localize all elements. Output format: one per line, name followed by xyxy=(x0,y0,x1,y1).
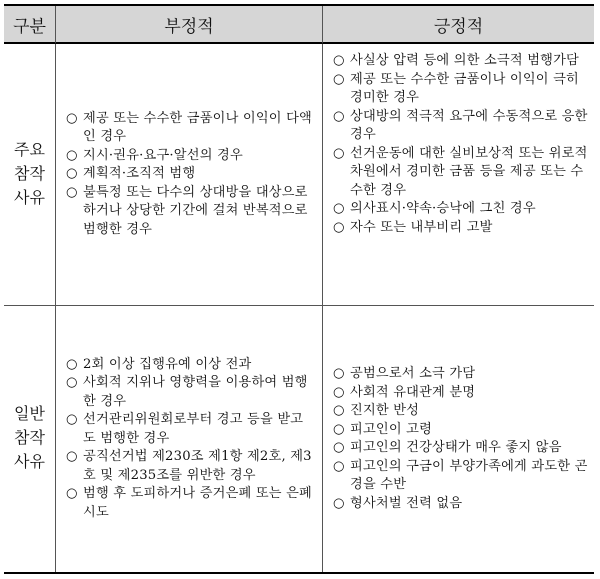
list-item: ○ 계획적·조직적 범행 xyxy=(66,165,316,184)
bullet-circle-icon: ○ xyxy=(333,219,345,235)
bullet-circle-icon: ○ xyxy=(333,366,345,381)
list-item: ○ 선거관리위원회로부터 경고 등을 받고도 범행한 경우 xyxy=(66,412,304,446)
bullet-circle-icon: ○ xyxy=(333,145,345,161)
major-negative-list xyxy=(66,110,316,240)
bullet-circle-icon: ○ xyxy=(333,440,345,455)
bullet-circle-icon: ○ xyxy=(66,375,78,391)
bullet-circle-icon: ○ xyxy=(66,356,78,372)
general-positive-cell xyxy=(323,306,594,572)
list-item: ○ 자수 또는 내부비리 고발 xyxy=(333,219,588,238)
list-item: ○ 지시·권유·요구·알선의 경우 xyxy=(66,147,316,166)
bullet-circle-icon: ○ xyxy=(66,184,78,200)
list-item: ○ 제공 또는 수수한 금품이나 이익이 극히 경미한 경우 xyxy=(333,71,579,105)
bullet-circle-icon: ○ xyxy=(66,486,78,502)
bullet-circle-icon: ○ xyxy=(66,166,78,182)
bullet-circle-icon: ○ xyxy=(333,495,345,511)
row-label-line: 사유 xyxy=(14,454,45,471)
general-negative-cell xyxy=(56,306,323,572)
list-item: ○ 진지한 반성 xyxy=(333,402,588,421)
list-item: ○ 공직선거법 제230조 제1항 제2호, 제3호 및 제235조를 위반한 경우 xyxy=(66,449,312,483)
general-positive-list xyxy=(333,365,588,513)
bullet-circle-icon: ○ xyxy=(333,201,345,216)
list-item: ○ 사실상 압력 등에 의한 소극적 범행가담 xyxy=(333,52,588,71)
row-label-line: 사유 xyxy=(14,189,45,207)
row-label-general xyxy=(4,306,56,572)
bullet-circle-icon: ○ xyxy=(333,421,345,437)
bullet-circle-icon: ○ xyxy=(333,458,345,474)
list-item: ○ 피고인이 고령 xyxy=(333,421,588,440)
row-label-line: 참작 xyxy=(14,430,45,447)
bullet-circle-icon: ○ xyxy=(333,108,345,124)
row-label-major xyxy=(4,44,56,306)
row-label-line: 일반 xyxy=(14,406,45,423)
major-positive-list xyxy=(333,52,588,237)
list-item: ○ 불특정 또는 다수의 상대방을 대상으로 하거나 상당한 기간에 걸쳐 반복적으로 범행한 경우 xyxy=(66,184,308,237)
list-item: ○ 피고인의 구금이 부양가족에게 과도한 곤경을 수반 xyxy=(333,458,588,492)
bullet-circle-icon: ○ xyxy=(66,147,78,163)
general-negative-list xyxy=(66,356,316,523)
list-item: ○ 사회적 유대관계 분명 xyxy=(333,384,588,403)
bullet-circle-icon: ○ xyxy=(333,384,345,400)
list-item: ○ 2회 이상 집행유예 이상 전과 xyxy=(66,356,316,375)
general-factors-row xyxy=(4,306,594,572)
list-item: ○ 제공 또는 수수한 금품이나 이익이 다액인 경우 xyxy=(66,110,312,145)
header-positive: 긍정적 xyxy=(323,6,594,44)
bullet-circle-icon: ○ xyxy=(333,403,345,418)
list-item: ○ 상대방의 적극적 요구에 수동적으로 응한 경우 xyxy=(333,108,588,142)
bullet-circle-icon: ○ xyxy=(66,449,78,465)
bullet-circle-icon: ○ xyxy=(66,110,78,126)
list-item: ○ 선거운동에 대한 실비보상적 또는 위로적 차원에서 경미한 금품 등을 제공 또는 수수한 경우 xyxy=(333,145,588,198)
bullet-circle-icon: ○ xyxy=(333,53,345,68)
row-label-line: 주요 xyxy=(14,141,45,159)
list-item: ○ 피고인의 건강상태가 매우 좋지 않음 xyxy=(333,439,588,458)
list-item: ○ 공범으로서 소극 가담 xyxy=(333,365,588,384)
bullet-circle-icon: ○ xyxy=(66,412,78,428)
list-item: ○ 사회적 지위나 영향력을 이용하여 범행한 경우 xyxy=(66,375,308,409)
header-category: 구분 xyxy=(4,6,56,44)
list-item: ○ 형사처벌 전력 없음 xyxy=(333,495,588,514)
major-negative-cell xyxy=(56,44,323,306)
major-positive-cell xyxy=(323,44,594,306)
list-item: ○ 의사표시·약속·승낙에 그친 경우 xyxy=(333,200,588,219)
header-negative: 부정적 xyxy=(56,6,323,44)
bullet-circle-icon: ○ xyxy=(333,71,345,87)
row-label-line: 참작 xyxy=(14,165,45,183)
list-item: ○ 범행 후 도피하거나 증거은폐 또는 은폐 시도 xyxy=(66,486,312,520)
